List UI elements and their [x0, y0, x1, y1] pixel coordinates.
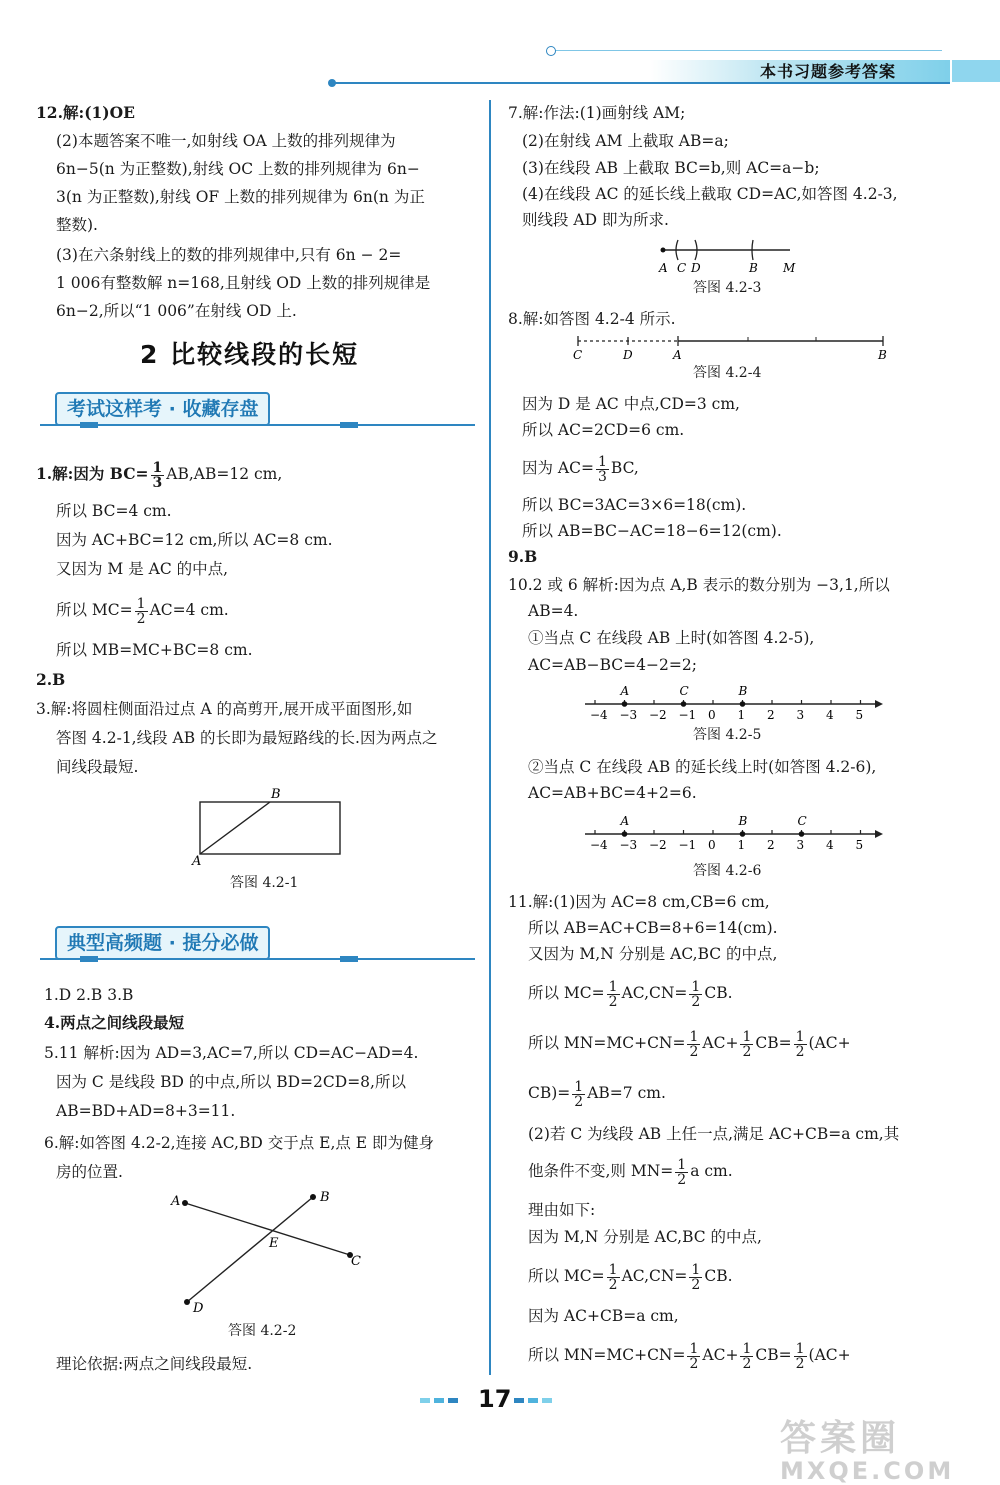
figure-4-2-1	[190, 785, 350, 870]
q7-line-4: (4)在线段 AC 的延长线上截取 CD=AC,如答图 4.2-3,	[522, 185, 898, 203]
q11-m-num3: 1	[795, 1340, 805, 1357]
fig2-point-d	[184, 1299, 190, 1305]
q11-e-den3: 2	[795, 1043, 805, 1060]
q12-line-5: 整数).	[56, 216, 98, 234]
number-line-point	[681, 701, 687, 707]
q11-d-den1: 2	[608, 993, 618, 1010]
number-line-tick-label: −1	[678, 708, 697, 722]
q1-a-den: 3	[152, 474, 163, 491]
q7-line-5: 则线段 AD 即为所求.	[522, 211, 669, 229]
q8d-pre: 因为 AC=	[522, 459, 594, 477]
number-line-tick-label: −1	[678, 838, 697, 852]
q11-h2: a cm.	[690, 1162, 733, 1180]
fig3-label-m: M	[783, 261, 796, 275]
banner-typical-label: 典型高频题 · 提分必做	[55, 926, 270, 960]
theory-basis: 理论依据:两点之间线段最短.	[56, 1355, 253, 1373]
q11-k2: AC,CN=	[621, 1267, 688, 1285]
q11-line-3: 又因为 M,N 分别是 AC,BC 的中点,	[528, 945, 778, 963]
q5-line-2: 因为 C 是线段 BD 的中点,所以 BD=2CD=8,所以	[56, 1073, 406, 1091]
number-line-point	[740, 701, 746, 707]
q1-line-1	[36, 458, 282, 490]
q4-answer: 4.两点之间线段最短	[44, 1013, 185, 1032]
q11-k-frac1	[607, 1263, 620, 1292]
q11-d-den2: 2	[691, 993, 701, 1010]
q8d-frac	[596, 455, 609, 484]
number-line-tick-label: 0	[708, 838, 716, 852]
q11-m1: 所以 MN=MC+CN=	[528, 1346, 686, 1364]
q8d-den: 3	[597, 468, 607, 485]
fig1-segment-ab	[200, 802, 270, 854]
fig2-label-d: D	[193, 1301, 204, 1316]
q11-k-frac2	[689, 1263, 702, 1292]
fig2-label-c: C	[351, 1254, 361, 1269]
q11-k-den2: 2	[691, 1276, 701, 1293]
q1-line-5	[56, 594, 229, 626]
number-line-tick-label: −2	[649, 708, 667, 722]
q7-line-1: 7.解:作法:(1)画射线 AM;	[508, 104, 686, 122]
figure-4-2-6	[583, 810, 883, 854]
fig1-label-b: B	[271, 787, 281, 802]
q1-a-frac	[151, 461, 165, 490]
q1-a-post: AB,AB=12 cm,	[166, 465, 283, 483]
q6-line-1: 6.解:如答图 4.2-2,连接 AC,BD 交于点 E,点 E 即为健身	[44, 1134, 435, 1152]
q11-k-num2: 1	[691, 1261, 701, 1278]
q11-m4: (AC+	[808, 1346, 851, 1364]
number-line-point	[799, 831, 805, 837]
number-line-point	[622, 831, 628, 837]
q11-k3: CB.	[704, 1267, 733, 1285]
q11-k1: 所以 MC=	[528, 1267, 605, 1285]
number-line-tick-label: −4	[590, 708, 608, 722]
q9-answer: 9.B	[508, 547, 538, 566]
q11-e-frac2	[740, 1030, 753, 1059]
q11-line-7: (2)若 C 为线段 AB 上任一点,满足 AC+CB=a cm,其	[528, 1125, 900, 1143]
q11-line-12: 因为 AC+CB=a cm,	[528, 1307, 679, 1325]
q5-line-1: 5.11 解析:因为 AD=3,AC=7,所以 CD=AC−AD=4.	[44, 1044, 419, 1062]
q11-d-frac1	[607, 980, 620, 1009]
q11-line-5	[528, 1027, 851, 1059]
q11-h-num: 1	[677, 1156, 687, 1173]
number-line-tick-label: 3	[796, 838, 805, 852]
q11-e-frac1	[687, 1030, 700, 1059]
q12-line-3: 6n−5(n 为正整数),射线 OC 上数的排列规律为 6n−	[56, 160, 420, 178]
q11-d-num1: 1	[608, 978, 618, 995]
number-line-tick-label: 0	[708, 708, 716, 722]
fig4-label-b: B	[878, 348, 887, 362]
banner-typical-rule	[40, 958, 475, 960]
q11-e1: 所以 MN=MC+CN=	[528, 1034, 686, 1052]
banner-exam-tail-left	[80, 422, 98, 428]
number-line-tick-label: 5	[855, 838, 864, 852]
number-line-tick-label: 4	[826, 838, 834, 852]
q12-line-4: 3(n 为正整数),射线 OF 上数的排列规律为 6n(n 为正	[56, 188, 425, 206]
q1-line-4: 又因为 M 是 AC 的中点,	[56, 560, 229, 578]
fig3-caption: 答图 4.2-3	[693, 280, 762, 296]
q8-line-6: 所以 AB=BC−AC=18−6=12(cm).	[522, 522, 782, 540]
number-line-tick-label: 3	[796, 708, 805, 722]
q11-d2: AC,CN=	[621, 984, 688, 1002]
q11-e2: AC+	[702, 1034, 739, 1052]
number-line-arrow	[875, 830, 883, 838]
q11-d-frac2	[689, 980, 702, 1009]
q11-e-den1: 2	[689, 1043, 699, 1060]
section-title: 2 比较线段的长短	[140, 340, 360, 369]
header-thin-line	[552, 50, 942, 51]
number-line-tick-label: −4	[590, 838, 608, 852]
q11-d1: 所以 MC=	[528, 984, 605, 1002]
header-band-end	[952, 60, 1000, 82]
q11-line-2: 所以 AB=AC+CB=8+6=14(cm).	[528, 919, 778, 937]
figure-4-2-4	[568, 333, 898, 363]
number-line-point-label: A	[620, 684, 630, 698]
fig2-point-b	[310, 1194, 316, 1200]
q10-line-3: ①当点 C 在线段 AB 上时(如答图 4.2-5),	[528, 629, 815, 647]
q11-h1: 他条件不变,则 MN=	[528, 1162, 674, 1180]
q10-line-4: AC=AB−BC=4−2=2;	[528, 656, 697, 674]
fig2-caption: 答图 4.2-2	[228, 1323, 297, 1339]
q1-e-pre: 所以 MC=	[56, 601, 133, 619]
q8-line-5: 所以 BC=3AC=3×6=18(cm).	[522, 496, 747, 514]
q11-m-num2: 1	[742, 1340, 752, 1357]
q12-line-2: (2)本题答案不唯一,如射线 OA 上数的排列规律为	[56, 132, 396, 150]
q1-3-answers: 1.D 2.B 3.B	[44, 986, 134, 1004]
fig3-label-b: B	[749, 261, 758, 275]
page-number-deco-right	[514, 1396, 564, 1406]
watermark	[780, 1410, 954, 1485]
q11-e3: CB=	[755, 1034, 792, 1052]
figure-4-2-2	[165, 1185, 375, 1320]
q12-line-6: (3)在六条射线上的数的排列规律中,只有 6n − 2=	[56, 246, 402, 264]
q11-line-1: 11.解:(1)因为 AC=8 cm,CB=6 cm,	[508, 893, 770, 911]
q11-h-den: 2	[677, 1171, 687, 1188]
q11-f-num: 1	[574, 1078, 584, 1095]
q1-e-den: 2	[136, 610, 146, 627]
number-line-point-label: A	[620, 814, 630, 828]
number-line-point	[622, 701, 628, 707]
header-rule	[330, 82, 950, 84]
q1-e-num: 1	[136, 595, 146, 612]
fig3-label-c: C	[677, 261, 687, 275]
q11-e-den2: 2	[742, 1043, 752, 1060]
number-line-tick-label: 1	[737, 838, 746, 852]
q7-line-3: (3)在线段 AB 上截取 BC=b,则 AC=a−b;	[522, 159, 820, 177]
banner-typical-tail-left	[80, 956, 98, 962]
q11-f-den: 2	[574, 1093, 584, 1110]
banner-typical-tail-right	[340, 956, 358, 962]
number-line-point-label: B	[738, 814, 748, 828]
q8-line-1: 8.解:如答图 4.2-4 所示.	[508, 310, 676, 328]
q1-a-num: 1	[152, 459, 163, 476]
number-line-point-label: B	[738, 684, 748, 698]
banner-typical	[40, 926, 480, 960]
q8d-num: 1	[597, 453, 607, 470]
number-line-point	[740, 831, 746, 837]
q8-line-4	[522, 452, 639, 484]
fig2-label-e: E	[269, 1236, 279, 1251]
q11-f1: CB)=	[528, 1084, 571, 1102]
fig4-label-c: C	[573, 348, 583, 362]
q11-line-4	[528, 977, 733, 1009]
q11-e-num3: 1	[795, 1028, 805, 1045]
q11-f2: AB=7 cm.	[587, 1084, 666, 1102]
watermark-logo: 答案圈	[780, 1418, 901, 1459]
page-number-deco-left	[420, 1396, 470, 1406]
q11-m3: CB=	[755, 1346, 792, 1364]
number-line-tick-label: −3	[619, 838, 638, 852]
figure-4-2-3	[655, 232, 805, 277]
q11-k-num1: 1	[608, 1261, 618, 1278]
header-rule-dot	[328, 79, 336, 87]
q1-e-post: AC=4 cm.	[149, 601, 229, 619]
fig2-point-a	[182, 1200, 188, 1206]
fig6-caption: 答图 4.2-6	[693, 863, 762, 879]
fig5-caption: 答图 4.2-5	[693, 727, 762, 743]
number-line-point-label: C	[679, 684, 689, 698]
number-line-tick-label: −2	[649, 838, 667, 852]
fig3-point-a	[661, 248, 666, 253]
fig1-rectangle	[200, 802, 340, 854]
fig3-label-d: D	[691, 261, 701, 275]
q11-line-13	[528, 1339, 851, 1371]
q11-e4: (AC+	[808, 1034, 851, 1052]
q2-answer: 2.B	[36, 670, 66, 689]
figure-4-2-5	[583, 680, 883, 724]
number-line-tick-label: −3	[619, 708, 638, 722]
page-number: 17	[478, 1385, 512, 1413]
q11-line-8	[528, 1155, 733, 1187]
q1-e-frac	[135, 597, 148, 626]
fig2-label-b: B	[320, 1190, 330, 1205]
fig1-label-a: A	[192, 854, 202, 869]
q8-line-3: 所以 AC=2CD=6 cm.	[522, 421, 685, 439]
number-line-tick-label: 2	[767, 838, 775, 852]
q3-line-1: 3.解:将圆柱侧面沿过点 A 的高剪开,展开成平面图形,如	[36, 700, 413, 718]
q11-line-9: 理由如下:	[528, 1201, 596, 1219]
q1-line-3: 因为 AC+BC=12 cm,所以 AC=8 cm.	[56, 531, 333, 549]
q12-line-7: 1 006有整数解 n=168,且射线 OD 上数的排列规律是	[56, 274, 431, 292]
fig2-label-a: A	[171, 1194, 181, 1209]
q11-e-num1: 1	[689, 1028, 699, 1045]
number-line-tick-label: 1	[737, 708, 746, 722]
q11-m-den3: 2	[795, 1355, 805, 1372]
q1-a-pre: 1.解:因为 BC=	[36, 464, 149, 483]
column-divider	[489, 100, 491, 1375]
q8-line-2: 因为 D 是 AC 中点,CD=3 cm,	[522, 395, 740, 413]
number-line-arrow	[875, 700, 883, 708]
fig1-caption: 答图 4.2-1	[230, 875, 299, 891]
q10-line-1: 10.2 或 6 解析:因为点 A,B 表示的数分别为 −3,1,所以	[508, 576, 890, 594]
number-line-point-label: C	[797, 814, 807, 828]
q11-m-frac3	[794, 1342, 807, 1371]
q6-line-2: 房的位置.	[56, 1163, 123, 1181]
fig2-segment-ac	[185, 1203, 350, 1255]
fig2-segment-bd	[187, 1197, 313, 1302]
q11-d3: CB.	[704, 984, 733, 1002]
q11-m-den1: 2	[689, 1355, 699, 1372]
q11-line-10: 因为 M,N 分别是 AC,BC 的中点,	[528, 1228, 762, 1246]
q11-m-frac2	[740, 1342, 753, 1371]
q5-line-3: AB=BD+AD=8+3=11.	[56, 1102, 236, 1120]
fig4-label-d: D	[623, 348, 633, 362]
banner-exam	[40, 392, 480, 426]
q11-m2: AC+	[702, 1346, 739, 1364]
q11-m-frac1	[687, 1342, 700, 1371]
q11-line-11	[528, 1260, 733, 1292]
q11-f-frac	[572, 1080, 585, 1109]
q10-line-6: AC=AB+BC=4+2=6.	[528, 784, 697, 802]
header-title: 本书习题参考答案	[760, 62, 897, 81]
banner-exam-rule	[40, 424, 475, 426]
q11-m-den2: 2	[742, 1355, 752, 1372]
fig4-caption: 答图 4.2-4	[693, 365, 762, 381]
q12-line-1: 12.解:(1)OE	[36, 103, 135, 122]
q3-line-2: 答图 4.2-1,线段 AB 的长即为最短路线的长.因为两点之	[56, 729, 438, 747]
number-line-tick-label: 5	[855, 708, 864, 722]
q12-line-8: 6n−2,所以“1 006”在射线 OD 上.	[56, 302, 297, 320]
fig3-label-a: A	[659, 261, 668, 275]
q11-m-num1: 1	[689, 1340, 699, 1357]
q1-line-6: 所以 MB=MC+BC=8 cm.	[56, 641, 253, 659]
header-ring-dot	[546, 46, 556, 56]
q1-line-2: 所以 BC=4 cm.	[56, 502, 172, 520]
q10-line-2: AB=4.	[528, 602, 579, 620]
q11-e-frac3	[794, 1030, 807, 1059]
q10-line-5: ②当点 C 在线段 AB 的延长线上时(如答图 4.2-6),	[528, 758, 877, 776]
q11-line-6	[528, 1077, 666, 1109]
q8d-post: BC,	[610, 459, 639, 477]
banner-exam-tail-right	[340, 422, 358, 428]
q7-line-2: (2)在射线 AM 上截取 AB=a;	[522, 132, 729, 150]
q3-line-3: 间线段最短.	[56, 758, 139, 776]
watermark-url: MXQE.COM	[780, 1457, 955, 1485]
banner-exam-label: 考试这样考 · 收藏存盘	[55, 392, 270, 426]
number-line-tick-label: 4	[826, 708, 834, 722]
fig4-label-a: A	[673, 348, 682, 362]
q11-h-frac	[675, 1158, 688, 1187]
q11-d-num2: 1	[691, 978, 701, 995]
q11-e-num2: 1	[742, 1028, 752, 1045]
q11-k-den1: 2	[608, 1276, 618, 1293]
number-line-tick-label: 2	[767, 708, 775, 722]
